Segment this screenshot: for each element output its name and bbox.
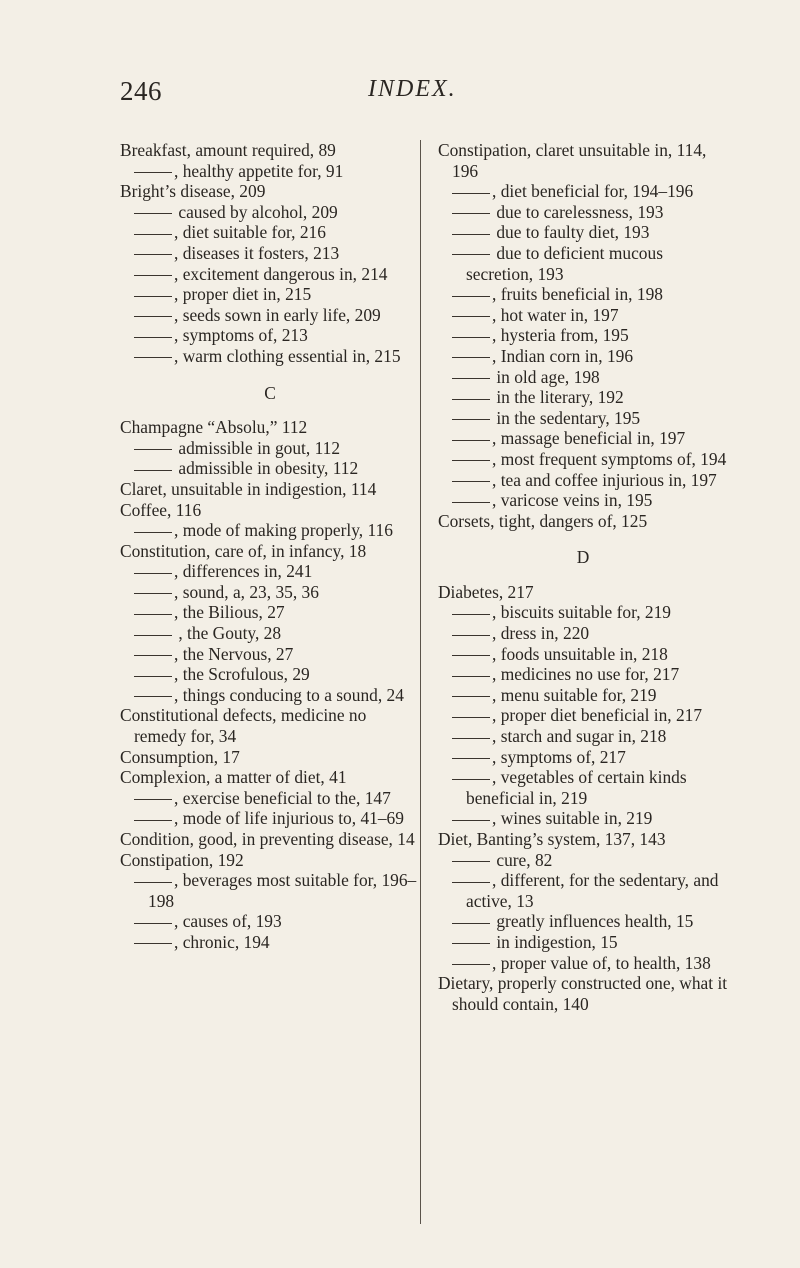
index-entry <box>438 973 728 1014</box>
index-subentry <box>438 685 728 706</box>
ditto-dash <box>134 655 172 656</box>
index-subentry <box>438 850 728 871</box>
ditto-dash <box>452 378 490 379</box>
index-subentry <box>120 161 420 182</box>
ditto-dash <box>452 337 490 338</box>
entry-text: , proper value of, to health, 138 <box>492 952 711 973</box>
entry-text: admissible in obesity, 112 <box>174 458 359 479</box>
index-subentry <box>438 726 728 747</box>
entry-text: , excitement dangerous in, 214 <box>174 263 388 284</box>
entry-text: Champagne “Absolu,” 112 <box>120 417 308 438</box>
ditto-dash <box>134 275 172 276</box>
entry-text: , mode of making properly, 116 <box>174 520 393 541</box>
entry-text: , sound, a, 23, 35, 36 <box>174 581 319 602</box>
ditto-dash <box>134 614 172 615</box>
index-subentry <box>438 767 728 808</box>
entry-text: , vegetables of certain kinds beneficial in, 219 <box>466 767 687 808</box>
ditto-dash <box>452 882 490 883</box>
index-entry <box>120 747 420 768</box>
index-subentry <box>120 202 420 223</box>
ditto-dash <box>452 296 490 297</box>
index-subentry <box>438 705 728 726</box>
index-subentry <box>438 932 728 953</box>
ditto-dash <box>452 923 490 924</box>
ditto-dash <box>452 738 490 739</box>
entry-text: due to deficient mucous secretion, 193 <box>466 242 663 284</box>
index-subentry <box>438 808 728 829</box>
entry-text: , chronic, 194 <box>174 931 270 952</box>
ditto-dash <box>134 923 172 924</box>
entry-text: , warm clothing essential in, 215 <box>174 345 401 366</box>
index-subentry <box>438 449 728 470</box>
page-number: 246 <box>120 76 162 106</box>
index-subentry <box>120 664 420 685</box>
entry-text: , differences in, 241 <box>174 561 313 582</box>
entry-text: , Indian corn in, 196 <box>492 345 634 366</box>
index-subentry <box>438 470 728 491</box>
index-subentry <box>120 346 420 367</box>
ditto-dash <box>134 234 172 235</box>
index-subentry <box>438 664 728 685</box>
page-header <box>0 76 800 116</box>
column-divider <box>420 140 421 1224</box>
index-subentry <box>438 953 728 974</box>
ditto-dash <box>134 316 172 317</box>
entry-text: , the Bilious, 27 <box>174 602 285 623</box>
ditto-dash <box>134 799 172 800</box>
index-subentry <box>438 325 728 346</box>
entry-text: , tea and coffee injurious in, 197 <box>492 469 717 490</box>
index-subentry <box>438 870 728 911</box>
index-subentry <box>438 623 728 644</box>
ditto-dash <box>452 481 490 482</box>
ditto-dash <box>452 635 490 636</box>
entry-text: , proper diet beneficial in, 217 <box>492 705 703 726</box>
index-entry <box>438 829 728 850</box>
entry-text: Bright’s disease, 209 <box>120 181 266 202</box>
index-subentry <box>120 582 420 603</box>
entry-text: , diet beneficial for, 194–196 <box>492 181 694 202</box>
ditto-dash <box>452 861 490 862</box>
entry-text: due to faulty diet, 193 <box>492 222 650 243</box>
entry-text: , hot water in, 197 <box>492 304 619 325</box>
ditto-dash <box>452 399 490 400</box>
entry-text: , medicines no use for, 217 <box>492 664 680 685</box>
index-subentry <box>120 222 420 243</box>
index-entry <box>120 417 420 438</box>
entry-text: , foods unsuitable in, 218 <box>492 643 668 664</box>
ditto-dash <box>134 635 172 636</box>
entry-text: , beverages most suitable for, 196–198 <box>148 870 417 911</box>
ditto-dash <box>134 676 172 677</box>
index-entry <box>120 140 420 161</box>
index-subentry <box>438 181 728 202</box>
ditto-dash <box>452 758 490 759</box>
index-subentry <box>438 408 728 429</box>
ditto-dash <box>134 296 172 297</box>
entry-text: , starch and sugar in, 218 <box>492 726 667 747</box>
ditto-dash <box>452 676 490 677</box>
entry-text: Diet, Banting’s system, 137, 143 <box>438 829 666 849</box>
entry-text: greatly influences health, 15 <box>492 911 694 932</box>
index-subentry <box>438 305 728 326</box>
ditto-dash <box>452 820 490 821</box>
index-column-right <box>438 140 728 1014</box>
index-subentry <box>120 602 420 623</box>
ditto-dash <box>134 943 172 944</box>
entry-text: Coffee, 116 <box>120 499 202 520</box>
ditto-dash <box>452 655 490 656</box>
entry-text: , proper diet in, 215 <box>174 284 312 305</box>
ditto-dash <box>452 440 490 441</box>
index-entry <box>120 829 420 850</box>
ditto-dash <box>452 502 490 503</box>
ditto-dash <box>134 532 172 533</box>
ditto-dash <box>452 717 490 718</box>
running-head: INDEX. <box>368 76 457 102</box>
ditto-dash <box>452 357 490 358</box>
index-subentry <box>438 284 728 305</box>
index-subentry <box>438 747 728 768</box>
ditto-dash <box>134 573 172 574</box>
index-subentry <box>120 438 420 459</box>
index-entry <box>120 767 420 788</box>
ditto-dash <box>452 193 490 194</box>
entry-text: , things conducing to a sound, 24 <box>174 684 404 705</box>
index-subentry <box>120 458 420 479</box>
ditto-dash <box>134 696 172 697</box>
entry-text: , healthy appetite for, 91 <box>174 160 344 181</box>
ditto-dash <box>134 593 172 594</box>
index-subentry <box>120 808 420 829</box>
ditto-dash <box>452 460 490 461</box>
index-entry <box>120 850 420 871</box>
ditto-dash <box>134 820 172 821</box>
index-subentry <box>438 346 728 367</box>
index-subentry <box>120 911 420 932</box>
ditto-dash <box>452 213 490 214</box>
entry-text: caused by alcohol, 209 <box>174 201 338 222</box>
index-subentry <box>120 788 420 809</box>
entry-text: , dress in, 220 <box>492 623 590 644</box>
index-subentry <box>438 222 728 243</box>
index-subentry <box>120 325 420 346</box>
entry-text: , the Scrofulous, 29 <box>174 664 310 685</box>
index-subentry <box>120 644 420 665</box>
entry-text: , seeds sown in early life, 209 <box>174 304 381 325</box>
index-subentry <box>438 243 728 284</box>
entry-text: , varicose veins in, 195 <box>492 490 653 511</box>
index-subentry <box>438 644 728 665</box>
entry-text: , the Gouty, 28 <box>174 623 282 644</box>
ditto-dash <box>134 213 172 214</box>
index-subentry <box>120 264 420 285</box>
ditto-dash <box>452 614 490 615</box>
ditto-dash <box>452 419 490 420</box>
ditto-dash <box>452 964 490 965</box>
ditto-dash <box>134 882 172 883</box>
index-subentry <box>438 387 728 408</box>
section-letter: C <box>264 382 276 403</box>
entry-text: Constitution, care of, in infancy, 18 <box>120 540 367 561</box>
entry-text: in the sedentary, 195 <box>492 407 641 428</box>
entry-text: admissible in gout, 112 <box>174 437 341 458</box>
entry-text: , hysteria from, 195 <box>492 325 629 346</box>
ditto-dash <box>134 337 172 338</box>
index-subentry <box>438 428 728 449</box>
entry-text: Corsets, tight, dangers of, 125 <box>438 510 648 531</box>
index-entry <box>438 140 728 181</box>
index-subentry <box>120 520 420 541</box>
entry-text: , symptoms of, 213 <box>174 325 308 346</box>
entry-text: Dietary, properly constructed one, what it should contain, 140 <box>438 973 728 1014</box>
index-subentry <box>120 870 420 911</box>
entry-text: in indigestion, 15 <box>492 931 618 952</box>
index-subentry <box>120 243 420 264</box>
entry-text: Constipation, 192 <box>120 849 244 870</box>
entry-text: , diseases it fosters, 213 <box>174 242 340 263</box>
entry-text: , diet suitable for, 216 <box>174 222 326 243</box>
entry-text: , massage beneficial in, 197 <box>492 428 686 449</box>
index-subentry <box>438 911 728 932</box>
index-subentry <box>438 367 728 388</box>
entry-text: cure, 82 <box>492 849 553 870</box>
entry-text: Breakfast, amount required, 89 <box>120 140 336 160</box>
ditto-dash <box>452 234 490 235</box>
ditto-dash <box>452 254 490 255</box>
entry-text: , exercise beneficial to the, 147 <box>174 787 391 808</box>
index-subentry <box>120 305 420 326</box>
entry-text: Complexion, a matter of diet, 41 <box>120 767 347 788</box>
ditto-dash <box>452 316 490 317</box>
entry-text: Condition, good, in preventing disease, 14 <box>120 829 415 849</box>
entry-text: , biscuits suitable for, 219 <box>492 602 671 623</box>
entry-text: , fruits beneficial in, 198 <box>492 284 663 305</box>
entry-text: , wines suitable in, 219 <box>492 808 653 829</box>
entry-text: , menu suitable for, 219 <box>492 684 657 705</box>
index-subentry <box>120 685 420 706</box>
index-entry <box>120 705 420 746</box>
entry-text: in the literary, 192 <box>492 387 624 408</box>
entry-text: Constitutional defects, medicine no remedy for, 34 <box>120 705 367 747</box>
entry-text: Constipation, claret unsuitable in, 114, 196 <box>438 140 707 181</box>
entry-text: , most frequent symptoms of, 194 <box>492 448 727 469</box>
index-subentry <box>120 561 420 582</box>
index-subentry <box>438 490 728 511</box>
index-subentry <box>438 202 728 223</box>
ditto-dash <box>134 470 172 471</box>
index-subentry <box>120 284 420 305</box>
entry-text: Consumption, 17 <box>120 746 240 767</box>
ditto-dash <box>452 943 490 944</box>
index-entry <box>120 479 420 500</box>
entry-text: , symptoms of, 217 <box>492 746 626 767</box>
index-entry <box>120 541 420 562</box>
entry-text: , the Nervous, 27 <box>174 643 294 664</box>
index-entry <box>438 511 728 532</box>
index-entry <box>120 181 420 202</box>
index-column-left <box>120 140 420 953</box>
section-letter: D <box>576 547 590 568</box>
entry-text: in old age, 198 <box>492 366 600 387</box>
ditto-dash <box>134 357 172 358</box>
entry-text: , mode of life injurious to, 41–69 <box>174 808 404 829</box>
ditto-dash <box>134 172 172 173</box>
ditto-dash <box>452 696 490 697</box>
entry-text: , different, for the sedentary, and active, 13 <box>466 870 719 911</box>
index-subentry <box>438 602 728 623</box>
entry-text: Diabetes, 217 <box>438 581 534 602</box>
ditto-dash <box>452 779 490 780</box>
index-entry <box>120 500 420 521</box>
ditto-dash <box>134 449 172 450</box>
entry-text: , causes of, 193 <box>174 911 282 932</box>
entry-text: due to carelessness, 193 <box>492 201 664 222</box>
index-subentry <box>120 623 420 644</box>
index-subentry <box>120 932 420 953</box>
entry-text: Claret, unsuitable in indigestion, 114 <box>120 478 377 499</box>
index-entry <box>438 582 728 603</box>
ditto-dash <box>134 254 172 255</box>
